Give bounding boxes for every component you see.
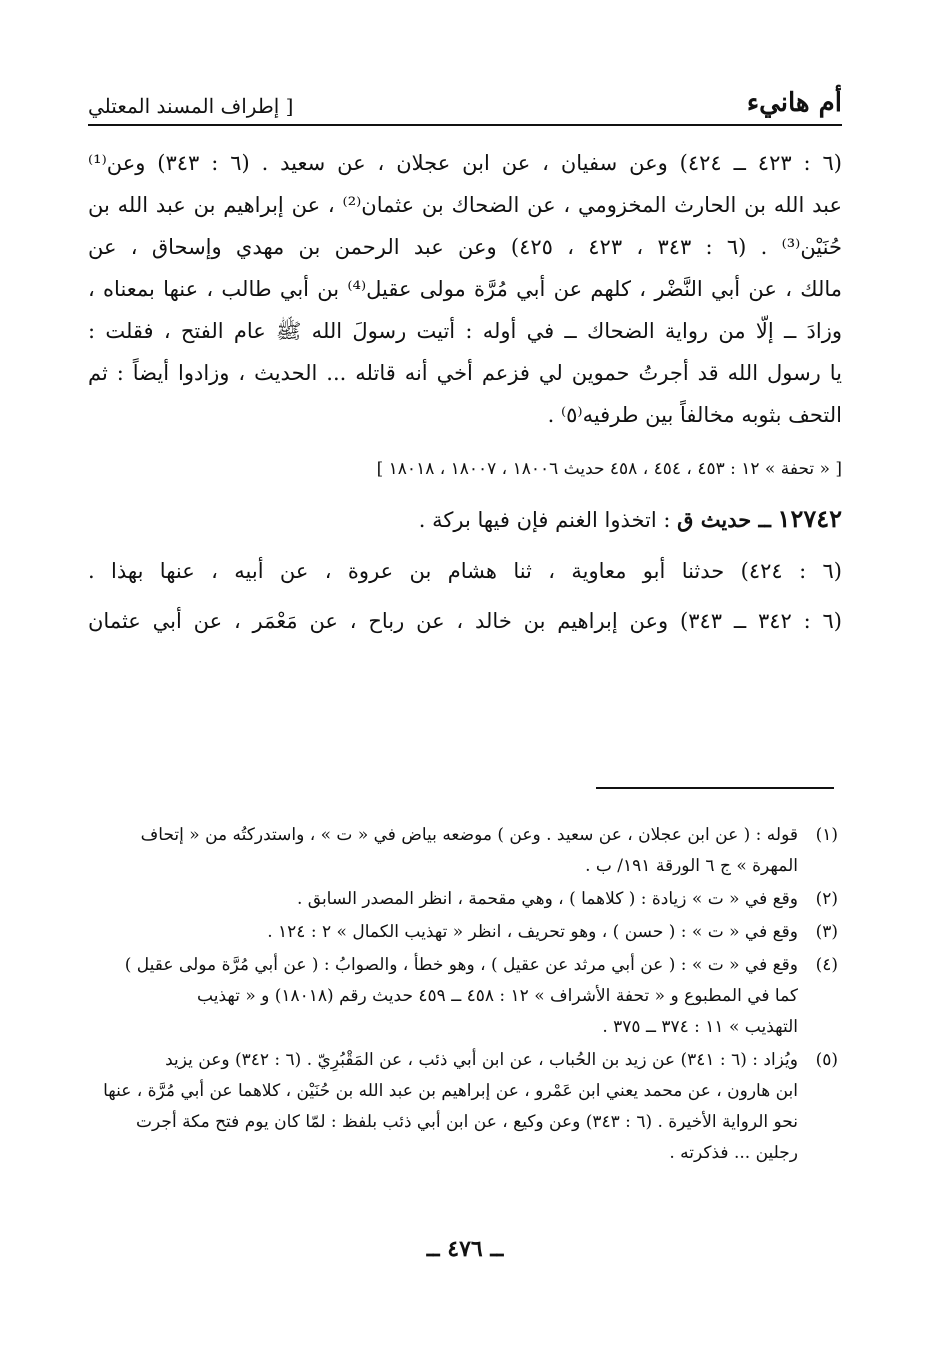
footnote-line: المهرة » ج ٦ الورقة ١٩١/ ب .	[585, 856, 798, 876]
footnote-line: وقع في « ت » : ( عن أبي مرثد عن عقيل ) ، وهو خطأ ، والصوابُ : ( عن أبي مُرَّة مولى عقيل )	[124, 955, 798, 975]
chain-line: (٦ : ٣٤٢ ــ ٣٤٣) وعن إبراهيم بن خالد ، عن رباح ، عن مَعْمَر ، عن أبي عثمان	[88, 609, 842, 633]
text-line: حُنَيْن⁽³⁾ . (٦ : ٣٤٣ ، ٤٢٣ ، ٤٢٥) وعن عبد الرحمن بن مهدي وإسحاق ، عن	[88, 235, 842, 259]
footnote-3	[88, 917, 838, 948]
book-title: [ إطراف المسند المعتلي	[88, 94, 294, 118]
hadith-keyword: ــ حديث ق	[677, 507, 771, 532]
tuhfa-reference: [ « تحفة » ١٢ : ٤٥٣ ، ٤٥٤ ، ٤٥٨ حديث ١٨٠٠٦ ، ١٨٠٠٧ ، ١٨٠١٨ ]	[376, 459, 842, 479]
text-line: يا رسول الله قد أجرتُ حموين لي فزعم أخي أنه قاتله ... الحديث ، وزادوا أيضاً : ثم	[88, 361, 842, 385]
footnote-line: كما في المطبوع و « تحفة الأشراف » ١٢ : ٤٥٨ ــ ٤٥٩ حديث رقم (١٨٠١٨) و « تهذيب	[197, 986, 798, 1006]
footnote-separator	[596, 787, 834, 789]
hadith-heading	[88, 498, 842, 541]
footnote-1	[88, 820, 838, 882]
text-line: مالك ، عن أبي النَّضْر ، كلهم عن أبي مُرَّة مولى عقيل⁽⁴⁾ بن أبي طالب ، عنها بمعناه ،	[88, 277, 842, 301]
footnote-line: وقع في « ت » : ( حسن ) ، وهو تحريف ، انظر « تهذيب الكمال » ٢ : ١٢٤ .	[267, 922, 798, 942]
main-text	[88, 142, 842, 641]
footnote-line: وقع في « ت » زيادة : ( كلاهما ) ، وهي مقحمة ، انظر المصدر السابق .	[296, 889, 798, 909]
running-header	[88, 70, 842, 126]
footnote-2	[88, 884, 838, 915]
text-line: وزادَ ــ إلّا من رواية الضحاك ــ في أوله : أتيت رسولَ الله ﷺ عام الفتح ، فقلت :	[88, 319, 842, 343]
hadith-number: ١٢٧٤٢	[777, 504, 842, 533]
hadith-paragraph	[88, 142, 842, 436]
footnote-line: رجلين ... فذكرته .	[669, 1143, 798, 1163]
chapter-title: أم هانيء	[746, 88, 842, 118]
footnote-line: قوله : ( عن ابن عجلان ، عن سعيد . وعن ) موضعه بياض في « ت » ، واستدركتُه من « إتحاف	[140, 825, 798, 845]
footnote-number: (٤)	[815, 955, 838, 975]
text-line: (٦ : ٤٢٣ ــ ٤٢٤) وعن سفيان ، عن ابن عجلان ، عن سعيد . (٦ : ٣٤٣) وعن⁽¹⁾	[88, 151, 842, 175]
page-number: ــ ٤٧٦ ــ	[426, 1236, 504, 1262]
text-line: عبد الله بن الحارث المخزومي ، عن الضحاك بن عثمان⁽²⁾ ، عن إبراهيم بن عبد الله بن	[88, 193, 842, 217]
footnote-4	[88, 950, 838, 1043]
footnote-number: (٥)	[815, 1050, 838, 1070]
chain-line: (٦ : ٤٢٤) حدثنا أبو معاوية ، ثنا هشام بن عروة ، عن أبيه ، عنها بهذا .	[88, 559, 842, 583]
footnotes	[88, 820, 838, 1171]
footnote-number: (٢)	[815, 889, 838, 909]
text-line: التحف بثوبه مخالفاً بين طرفيه⁽٥⁾ .	[547, 403, 842, 427]
footnote-line: نحو الرواية الأخيرة . (٦ : ٣٤٣) وعن وكيع ، عن ابن أبي ذئب بلفظ : لمّا كان يوم فتح مكة أجرت	[136, 1112, 798, 1132]
footnote-number: (٣)	[815, 922, 838, 942]
hadith-text: : اتخذوا الغنم فإن فيها بركة .	[418, 508, 671, 532]
footnote-5	[88, 1045, 838, 1169]
footnote-line: ابن هارون ، عن محمد يعني ابن عَمْرو ، عن إبراهيم بن عبد الله بن حُنَيْن ، كلاهما عن أبي مُرَّة ، عنها	[103, 1081, 798, 1101]
footnote-line: التهذيب » ١١ : ٣٧٤ ــ ٣٧٥ .	[602, 1017, 798, 1037]
footnote-line: ويُزاد : (٦ : ٣٤١) عن زيد بن الحُباب ، عن ابن أبي ذئب ، عن المَقْبُرِيّ . (٦ : ٣٤٢) وعن يزيد	[165, 1050, 798, 1070]
footnote-number: (١)	[815, 825, 838, 845]
